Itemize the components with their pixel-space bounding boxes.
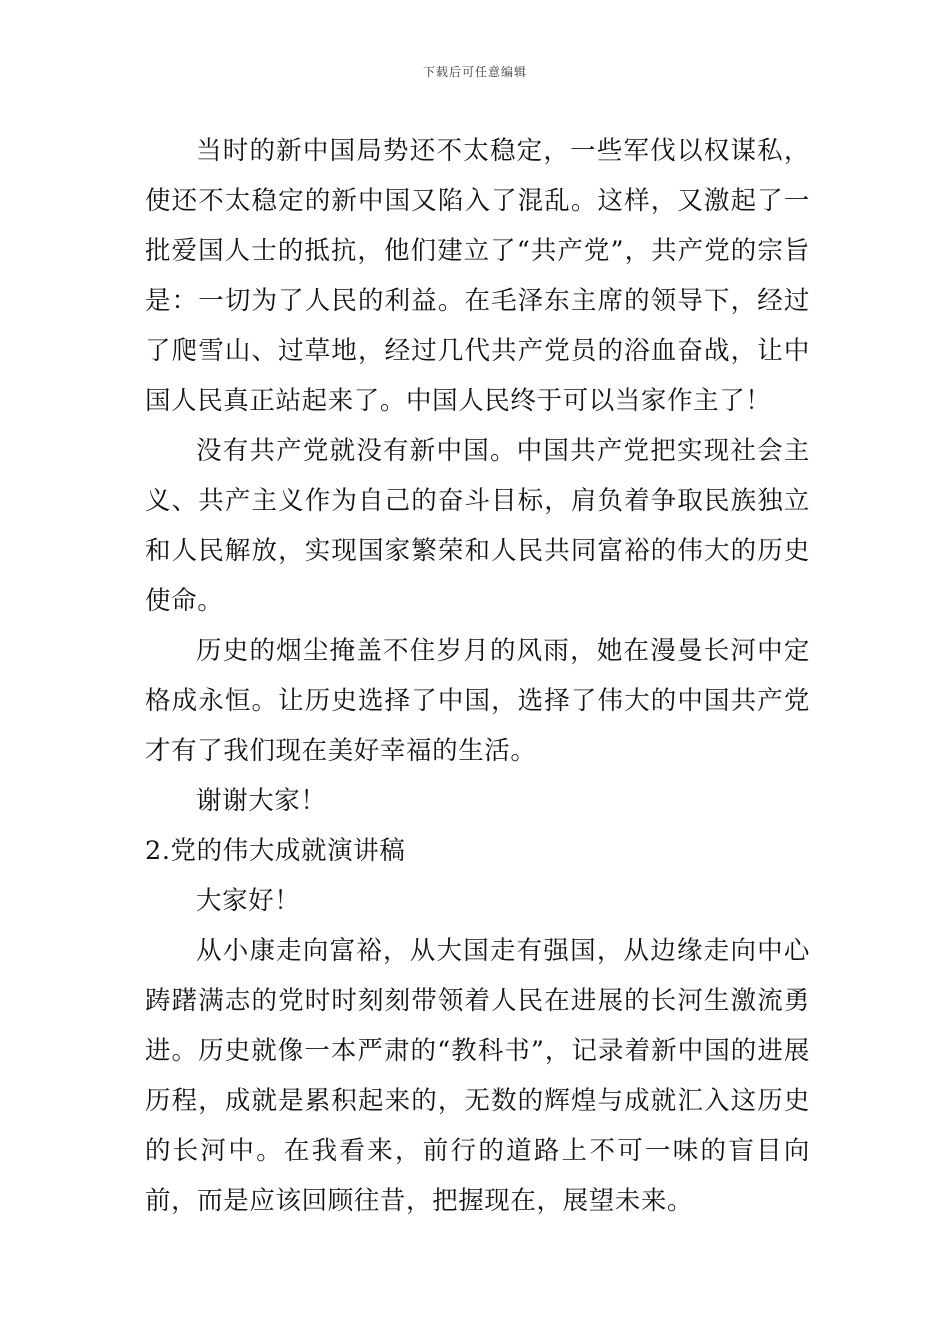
greeting: 大家好！: [196, 886, 301, 916]
closing-thanks: 谢谢大家！: [196, 786, 327, 816]
paragraph-2: 没有共产党就没有新中国。中国共产党把实现社会主义、共产主义作为自己的奋斗目标，肩负着争取民族独立和人民解放，实现国家繁荣和人民共同富裕的伟大的历史使命。: [145, 436, 810, 616]
paragraph-5: 从小康走向富裕，从大国走有强国，从边缘走向中心踌躇满志的党时时刻刻带领着人民在进展的长河生激流勇进。历史就像一本严肃的“教科书”，记录着新中国的进展历程，成就是累积起来的，无数的辉煌与成就汇入这历史的长河中。在我看来，前行的道路上不可一味的盲目向前，而是应该回顾往昔，把握现在，展望未来。: [145, 936, 810, 1216]
document-body: [145, 126, 810, 1226]
header-note: 下载后可任意编辑: [422, 65, 527, 79]
paragraph-3: 历史的烟尘掩盖不住岁月的风雨，她在漫曼长河中定格成永恒。让历史选择了中国，选择了伟大的中国共产党才有了我们现在美好幸福的生活。: [145, 636, 810, 766]
paragraph-1: 当时的新中国局势还不太稳定，一些军伐以权谋私，使还不太稳定的新中国又陷入了混乱。这样，又激起了一批爱国人士的抵抗，他们建立了“共产党”，共产党的宗旨是：一切为了人民的利益。在毛泽东主席的领导下，经过了爬雪山、过草地，经过几代共产党员的浴血奋战，让中国人民真正站起来了。中国人民终于可以当家作主了！: [145, 136, 810, 416]
section-heading: 2.党的伟大成就演讲稿: [145, 836, 406, 866]
